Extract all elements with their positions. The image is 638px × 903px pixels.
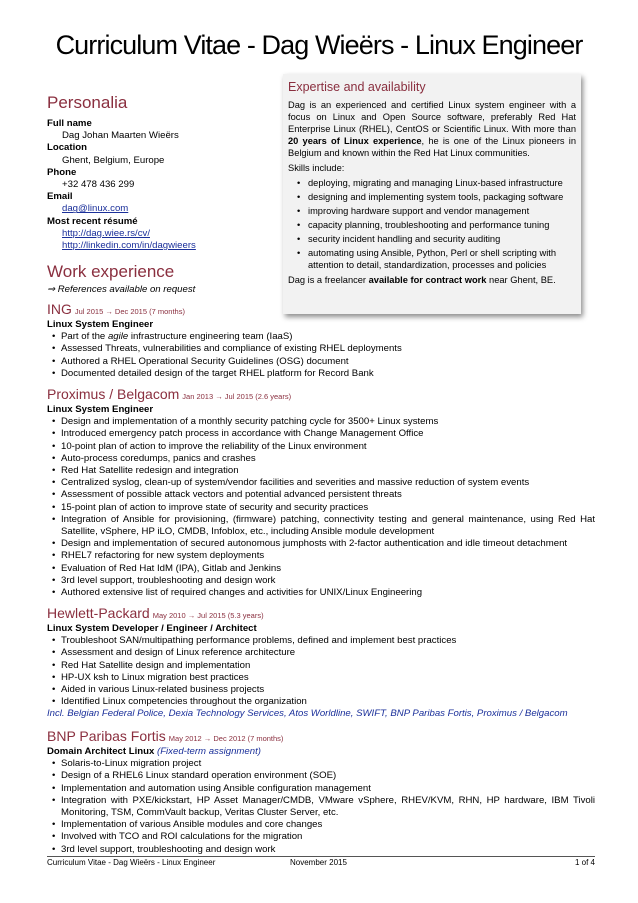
clients-list: Incl. Belgian Federal Police, Dexia Technology Services, Atos Worldline, SWIFT, BNP Paribas Fortis, Proximus / Belgacom (47, 708, 568, 720)
list-item: • 10-point plan of action to improve the reliability of the Linux environment (61, 441, 595, 453)
list-item: • Aided in various Linux-related business projects (61, 684, 595, 696)
page-number: 1 of 4 (574, 858, 595, 867)
company-name: BNP Paribas Fortis (47, 728, 166, 744)
list-item: • Integration of Ansible for provisioning, (firmware) patching, connectivity testing and general maintenance, using Red Hat Satellite, vSphere, HP iLO, CMDB, Infoblox, etc., including Ansible module development (61, 514, 595, 538)
job-items (47, 331, 595, 380)
list-item: • Part of the agile infrastructure engineering team (IaaS) (61, 331, 595, 343)
location-label: Location (47, 142, 87, 154)
personalia-section (47, 118, 267, 252)
company-name: Hewlett-Packard (47, 605, 150, 621)
list-item: • Documented detailed design of the target RHEL platform for Record Bank (61, 368, 595, 380)
job-ing (47, 302, 595, 380)
list-item: • Design and implementation of a monthly security patching cycle for 3500+ Linux systems (61, 416, 595, 428)
list-item: • Authored extensive list of required changes and activities for UNIX/Linux Engineering (61, 587, 595, 599)
resume-label: Most recent résumé (47, 215, 138, 227)
company-name: Proximus / Belgacom (47, 386, 180, 402)
job-role: Linux System Engineer (47, 404, 154, 415)
list-item: • Authored a RHEL Operational Security Guidelines (OSG) document (61, 356, 595, 368)
skill-item: • improving hardware support and vendor management (308, 205, 576, 217)
list-item: • Evaluation of Red Hat IdM (IPA), Gitlab and Jenkins (61, 563, 595, 575)
list-item: • 3rd level support, troubleshooting and design work (61, 844, 595, 856)
list-item: • Implementation and automation using Ansible configuration management (61, 783, 595, 795)
job-heading (47, 302, 595, 319)
job-dates: May 2012 → Dec 2012 (7 months) (168, 734, 284, 743)
list-item: • RHEL7 refactoring for new system deployments (61, 550, 595, 562)
skill-item: • automating using Ansible, Python, Perl or shell scripting with attention to detail, standardization, processes and policies (308, 247, 576, 271)
skill-item: • deploying, migrating and managing Linux-based infrastructure (308, 177, 576, 189)
job-bnp (47, 729, 595, 856)
job-dates: May 2010 → Jul 2015 (5.3 years) (152, 611, 264, 620)
list-item: • Integration with PXE/kickstart, HP Asset Manager/CMDB, VMware vSphere, RHEV/KVM, RHN, HP hardware, IBM Tivoli Monitoring, TSM, CommVault backup, Veritas Cluster Server, etc. (61, 795, 595, 819)
list-item: • Assessment and design of Linux reference architecture (61, 647, 595, 659)
job-proximus (47, 387, 595, 599)
resume-link-website[interactable]: http://dag.wiee.rs/cv/ (62, 227, 150, 239)
job-items (47, 416, 595, 599)
email-link[interactable]: dag@linux.com (62, 203, 129, 215)
resume-link-linkedin[interactable]: http://linkedin.com/in/dagwieers (62, 240, 196, 252)
skill-item: • designing and implementing system tools, packaging software (308, 191, 576, 203)
job-role: Linux System Developer / Engineer / Architect (47, 623, 257, 634)
job-role: Linux System Engineer (47, 319, 154, 330)
full-name: Dag Johan Maarten Wieërs (62, 130, 179, 142)
list-item: • Involved with TCO and ROI calculations for the migration (61, 831, 595, 843)
skill-item: • security incident handling and security auditing (308, 233, 576, 245)
job-heading (47, 387, 595, 404)
list-item: • 3rd level support, troubleshooting and design work (61, 575, 595, 587)
list-item: • Implementation of various Ansible modules and core changes (61, 819, 595, 831)
skills-list (288, 177, 576, 271)
expertise-box (283, 74, 581, 314)
list-item: • 15-point plan of action to improve state of security and security practices (61, 502, 595, 514)
list-item: • Assessment of possible attack vectors and potential advanced persistent threats (61, 489, 595, 501)
list-item: • Design of a RHEL6 Linux standard operation environment (SOE) (61, 770, 595, 782)
list-item: • Auto-process coredumps, panics and crashes (61, 453, 595, 465)
email-label: Email (47, 191, 73, 203)
job-dates: Jul 2015 → Dec 2015 (7 months) (74, 307, 185, 316)
job-items (47, 758, 595, 856)
list-item: • HP-UX ksh to Linux migration best practices (61, 672, 595, 684)
list-item: • Red Hat Satellite redesign and integration (61, 465, 595, 477)
expertise-intro: Dag is an experienced and certified Linux system engineer with a focus on Linux and Open Source software, preferably Red Hat Enterprise Linux (RHEL), CentOS or Scientific Linux. With more than 20 years of Linux experience, he is one of the Linux pioneers in Belgium and known within the Red Hat Linux communities. (288, 100, 576, 158)
location: Ghent, Belgium, Europe (62, 154, 165, 166)
references-note: ⇒ References available on request (47, 284, 196, 295)
list-item: • Design and implementation of secured autonomous jumphosts with 2-factor authentication and idle timeout detachment (61, 538, 595, 550)
list-item: • Identified Linux competencies throughout the organization (61, 696, 595, 708)
list-item: • Solaris-to-Linux migration project (61, 758, 595, 770)
skill-item: • capacity planning, troubleshooting and performance tuning (308, 219, 576, 231)
role-extra: (Fixed-term assignment) (157, 746, 261, 757)
footer-date: November 2015 (290, 858, 347, 867)
full-name-label: Full name (47, 118, 92, 129)
company-name: ING (47, 301, 72, 317)
list-item: • Red Hat Satellite design and implementation (61, 660, 595, 672)
personalia-heading: Personalia (47, 93, 128, 112)
list-item: • Assessed Threats, vulnerabilities and compliance of existing RHEL deployments (61, 343, 595, 355)
phone-label: Phone (47, 166, 77, 178)
expertise-outro: Dag is a freelancer available for contract work near Ghent, BE. (288, 275, 556, 285)
job-heading (47, 606, 595, 623)
list-item: • Introduced emergency patch process in accordance with Change Management Office (61, 428, 595, 440)
job-heading (47, 729, 595, 746)
job-items (47, 635, 595, 708)
phone: +32 478 436 299 (62, 179, 135, 191)
expertise-heading: Expertise and availability (288, 80, 426, 94)
page-footer (47, 856, 595, 867)
job-hp (47, 606, 595, 721)
list-item: • Centralized syslog, clean-up of system/vendor facilities and severities and massive reduction of system events (61, 477, 595, 489)
work-heading: Work experience (47, 262, 175, 281)
job-role: Domain Architect Linux (Fixed-term assignment) (47, 746, 261, 757)
job-dates: Jan 2013 → Jul 2015 (2.6 years) (182, 392, 292, 401)
footer-left: Curriculum Vitae - Dag Wieërs - Linux Engineer (47, 858, 216, 867)
page-title: Curriculum Vitae - Dag Wieërs - Linux Engineer (55, 30, 583, 60)
list-item: • Troubleshoot SAN/multipathing performance problems, defined and implement best practices (61, 635, 595, 647)
skills-label: Skills include: (288, 163, 345, 173)
